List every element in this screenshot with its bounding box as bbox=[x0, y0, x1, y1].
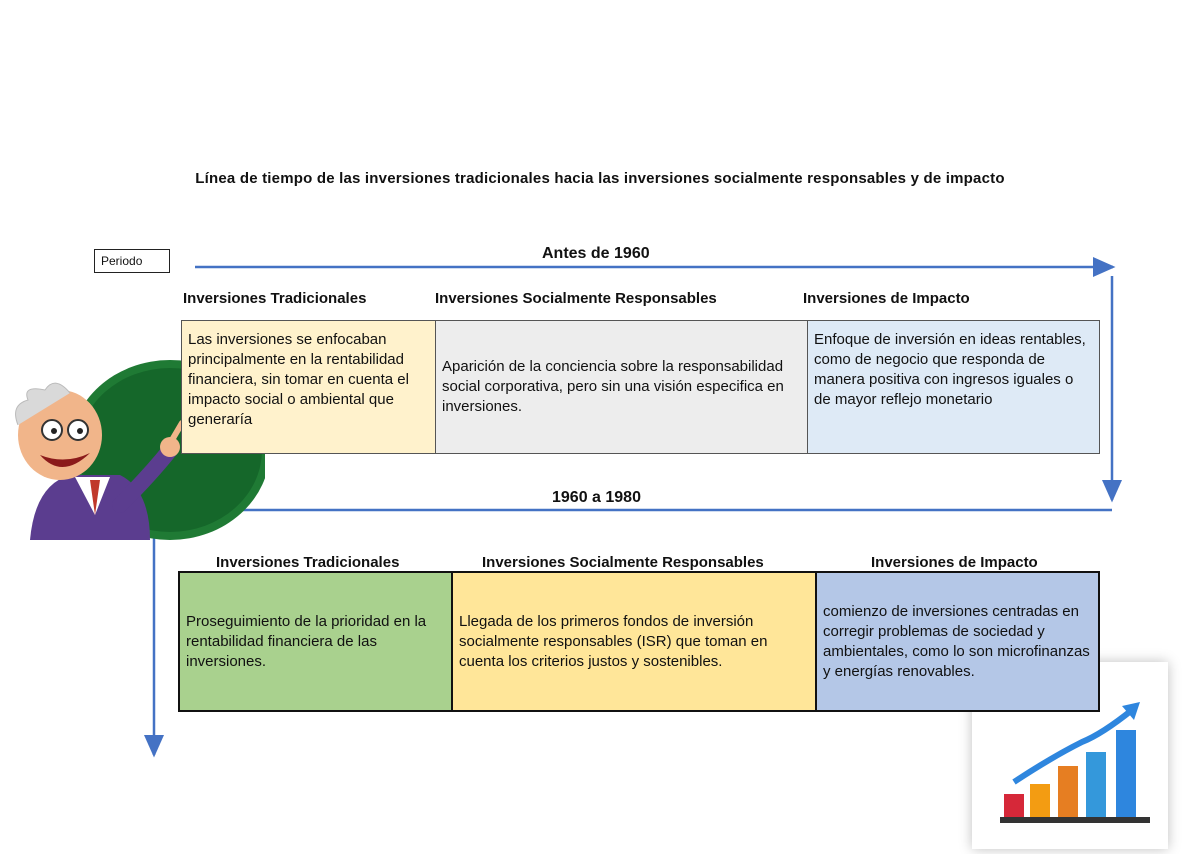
p2-cell-impacto bbox=[815, 571, 1100, 712]
periodo-label-box: Periodo bbox=[94, 249, 170, 273]
p1-header-isr: Inversiones Socialmente Responsables bbox=[435, 290, 717, 307]
p1-header-impacto: Inversiones de Impacto bbox=[803, 290, 970, 307]
p1-header-tradicionales: Inversiones Tradicionales bbox=[183, 290, 367, 307]
p2-text-tradicionales: Proseguimiento de la prioridad en la rentabilidad financiera de las inversiones. bbox=[186, 612, 427, 670]
p1-cell-impacto bbox=[807, 320, 1100, 454]
p2-header-isr: Inversiones Socialmente Responsables bbox=[482, 554, 764, 571]
p1-text-isr: Aparición de la conciencia sobre la responsabilidad social corporativa, pero sin una visión especifica en inversiones. bbox=[442, 358, 784, 415]
p2-header-impacto: Inversiones de Impacto bbox=[871, 554, 1038, 571]
p1-cell-tradicionales bbox=[181, 320, 436, 454]
p2-header-tradicionales: Inversiones Tradicionales bbox=[216, 554, 400, 571]
page-title: Línea de tiempo de las inversiones tradicionales hacia las inversiones socialmente responsables y de impacto bbox=[195, 170, 1005, 187]
p1-cell-isr bbox=[435, 320, 808, 454]
p2-text-isr: Llegada de los primeros fondos de inversión socialmente responsables (ISR) que toman en cuenta los criterios justos y sostenibles. bbox=[459, 612, 768, 670]
period-label-2: 1960 a 1980 bbox=[552, 489, 641, 506]
p2-text-impacto: comienzo de inversiones centradas en corregir problemas de sociedad y ambientales, como lo son microfinanzas y energías renovables. bbox=[823, 602, 1090, 680]
period-label-1: Antes de 1960 bbox=[542, 245, 650, 262]
p2-cell-isr bbox=[451, 571, 817, 712]
p1-text-impacto: Enfoque de inversión en ideas rentables, como de negocio que responda de manera positiva con ingresos iguales o de mayor reflejo monetario bbox=[814, 331, 1086, 408]
p2-cell-tradicionales bbox=[178, 571, 453, 712]
p1-text-tradicionales: Las inversiones se enfocaban principalmente en la rentabilidad financiera, sin tomar en cuenta el impacto social o ambiental que generaría bbox=[188, 331, 409, 428]
